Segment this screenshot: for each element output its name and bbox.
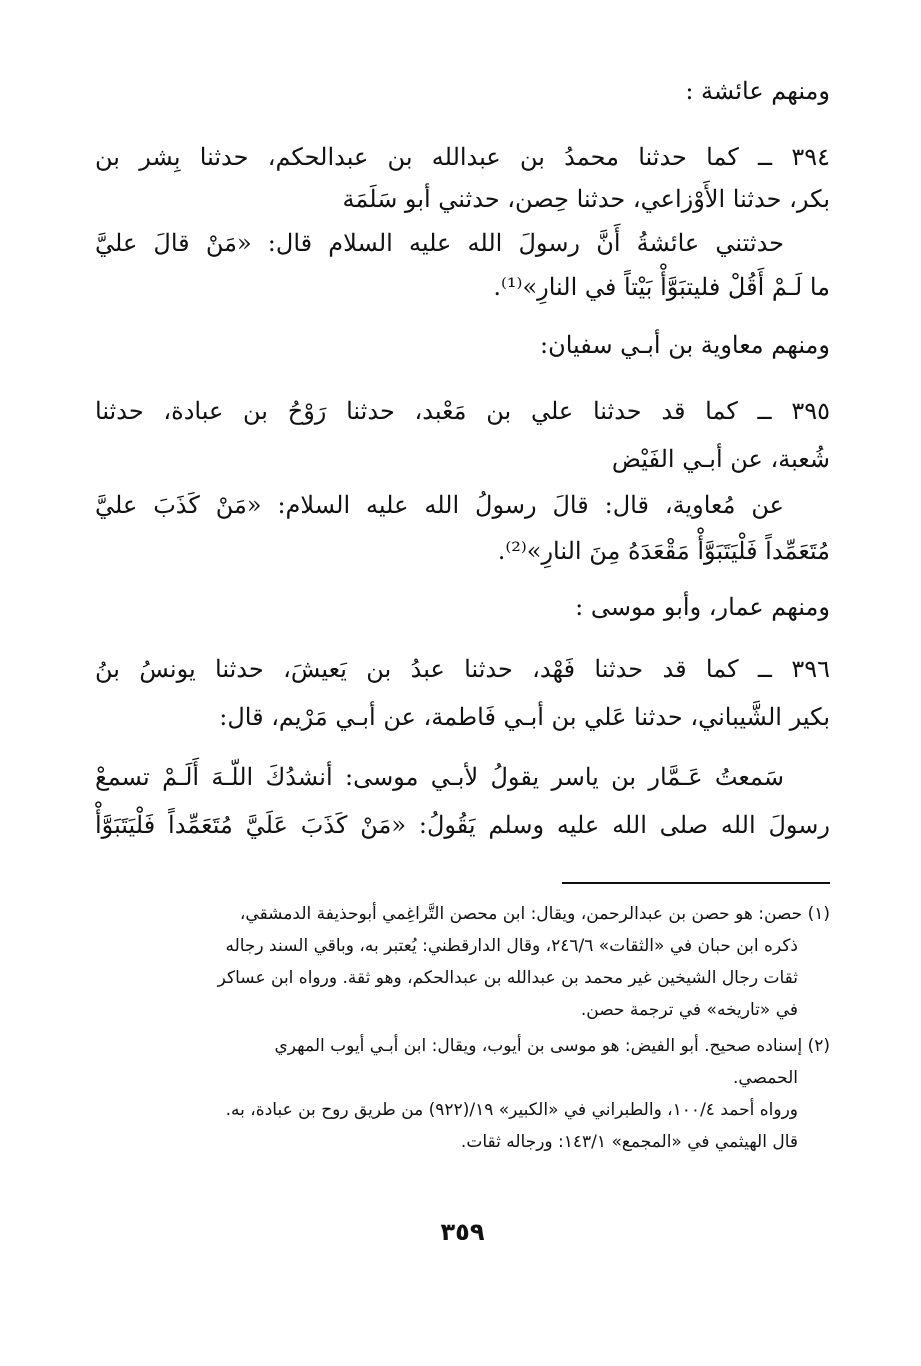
hadith-394-line-1: ٣٩٤ ــ كما حدثنا محمدُ بن عبدالله بن عبدالحكم، حدثنا بِشر بن — [95, 143, 830, 171]
footnote-2-line-1: (٢) إسناده صحيح. أبو الفيض: هو موسى بن أيوب، ويقال: ابن أبـي أيوب المهري — [274, 1036, 830, 1056]
hadith-395-line-2: شُعبة، عن أبـي الفَيْض — [611, 445, 830, 473]
hadith-396-line-1: ٣٩٦ ــ كما قد حدثنا فَهْد، حدثنا عبدُ بن يَعيشَ، حدثنا يونسُ بنُ — [95, 655, 830, 683]
footnote-2-line-3: ورواه أحمد ١٠٠/٤، والطبراني في «الكبير» ١٩/(٩٢٢) من طريق روح بن عبادة، به. — [225, 1100, 798, 1120]
footnote-2-line-4: قال الهيثمي في «المجمع» ١٤٣/١: ورجاله ثقات. — [460, 1132, 798, 1152]
footnote-1-line-3: ثقات رجال الشيخين غير محمد بن عبدالله بن عبدالحكم، وهو ثقة. ورواه ابن عساكر — [217, 968, 798, 988]
footnote-separator — [562, 882, 830, 884]
footnote-1-line-2: ذكره ابن حبان في «الثقات» ٢٤٦/٦، وقال الدارقطني: يُعتبر به، وباقي السند رجاله — [225, 936, 798, 956]
section-heading-aisha: ومنهم عائشة : — [685, 77, 830, 105]
hadith-394-line-3: حدثتني عائشةُ أَنَّ رسولَ الله عليه السلام قال: «مَنْ قالَ عليَّ — [95, 229, 784, 257]
hadith-394-line-4: ما لَـمْ أَقُلْ فليتبَوَّأْ بَيْتاً في النارِ»⁽¹⁾. — [493, 273, 830, 301]
hadith-395-line-4: مُتَعَمِّداً فَلْيَتَبَوَّأْ مَقْعَدَهُ مِنَ النارِ»⁽²⁾. — [497, 537, 830, 565]
footnote-1-line-4: في «تاريخه» في ترجمة حصن. — [580, 1000, 798, 1020]
hadith-396-line-2: بكير الشَّيباني، حدثنا عَلي بن أبـي فَاطمة، عن أبـي مَرْيم، قال: — [219, 703, 830, 731]
book-page — [95, 58, 830, 1318]
hadith-396-line-3: سَمعتُ عَـمَّار بن ياسر يقولُ لأبـي موسى: أنشدُكَ اللّـهَ أَلَـمْ تسمعْ — [95, 763, 784, 791]
footnote-2-line-2: الحمصي. — [732, 1068, 798, 1088]
footnote-1-line-1: (١) حصن: هو حصن بن عبدالرحمن، ويقال: ابن محصن التَّراغِمي أبوحذيفة الدمشقي، — [239, 904, 830, 924]
section-heading-muawiya: ومنهم معاوية بن أبـي سفيان: — [540, 331, 830, 359]
hadith-394-line-2: بكر، حدثنا الأَوْزاعي، حدثنا حِصن، حدثني أبو سَلَمَة — [342, 185, 830, 213]
page-number: ٣٥٩ — [440, 1218, 485, 1246]
hadith-395-line-3: عن مُعاوية، قال: قالَ رسولُ الله عليه السلام: «مَنْ كَذَبَ عليَّ — [95, 491, 784, 519]
hadith-395-line-1: ٣٩٥ ــ كما قد حدثنا علي بن مَعْبد، حدثنا رَوْحُ بن عبادة، حدثنا — [95, 397, 830, 425]
hadith-396-line-4: رسولَ الله صلى الله عليه وسلم يَقُولُ: «مَنْ كَذَبَ عَلَيَّ مُتَعَمِّداً فَلْيَتَبَوَّأْ — [95, 811, 830, 839]
section-heading-ammar: ومنهم عمار، وأبو موسى : — [575, 593, 830, 621]
